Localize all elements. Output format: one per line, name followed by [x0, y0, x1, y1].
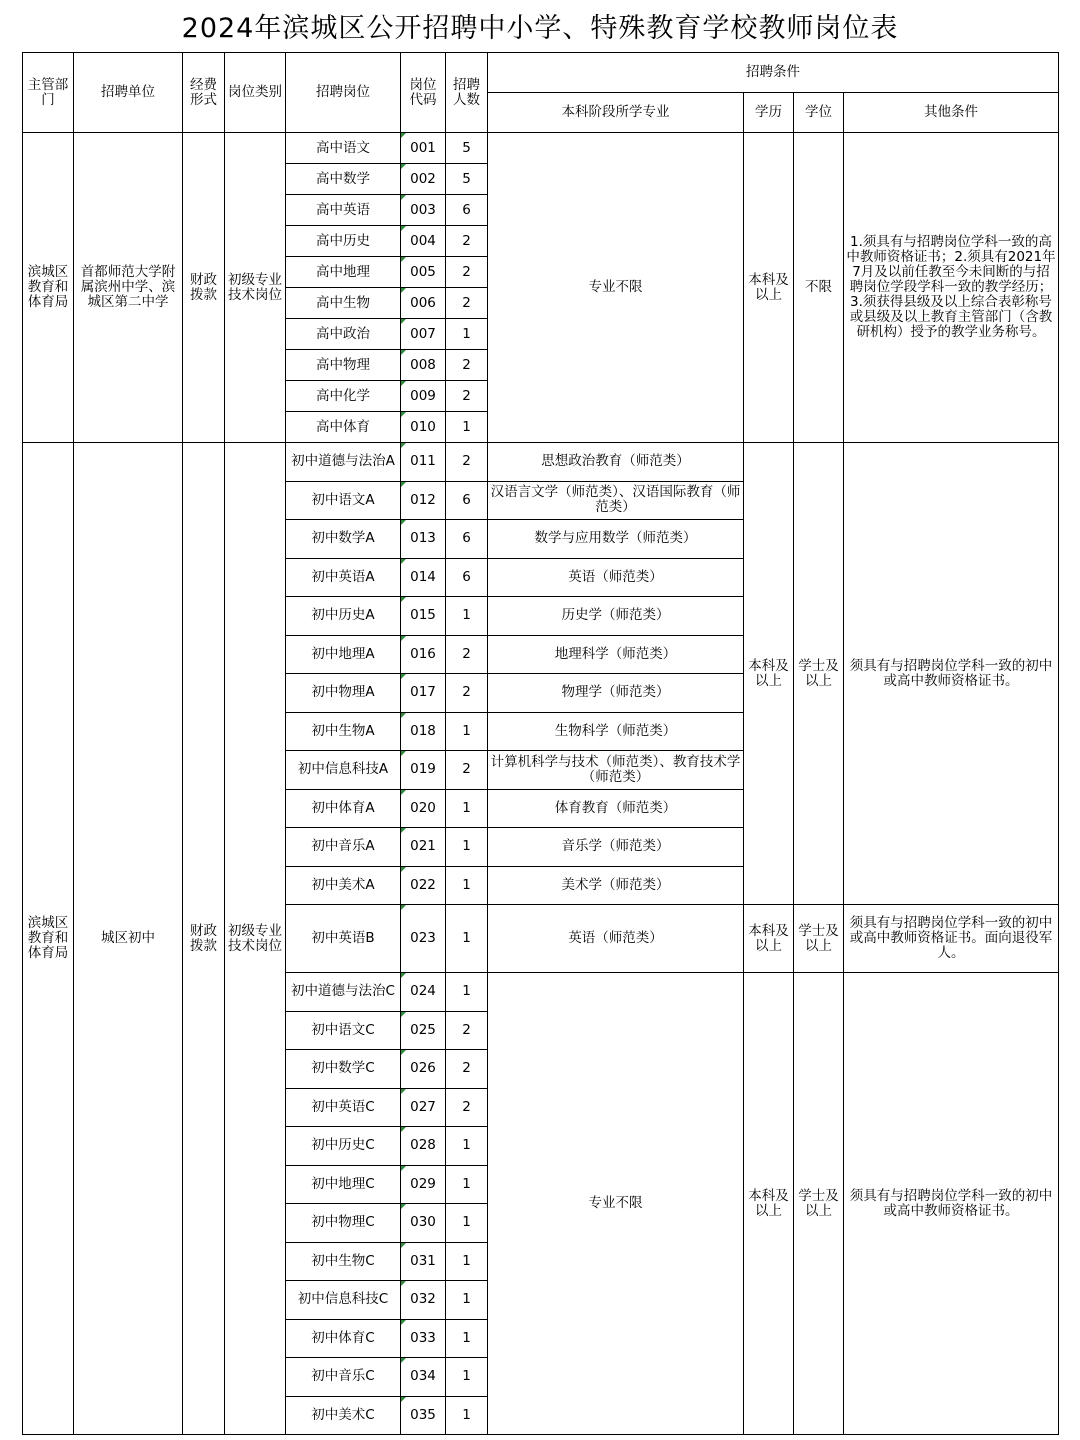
education-cell: 本科及以上 — [744, 443, 794, 905]
count-cell: 2 — [446, 635, 488, 674]
header-position: 招聘岗位 — [286, 53, 401, 133]
position-cell: 初中生物C — [286, 1242, 401, 1281]
count-cell: 1 — [446, 1358, 488, 1397]
count-cell: 1 — [446, 866, 488, 905]
table-row — [23, 443, 1059, 482]
position-cell: 高中语文 — [286, 133, 401, 164]
position-cell: 初中体育A — [286, 789, 401, 828]
position-cell: 初中数学A — [286, 520, 401, 559]
code-cell: 025 — [401, 1011, 446, 1050]
code-cell: 035 — [401, 1396, 446, 1435]
count-cell: 5 — [446, 133, 488, 164]
education-cell: 本科及以上 — [744, 905, 794, 973]
position-cell: 初中信息科技C — [286, 1281, 401, 1320]
position-cell: 初中英语B — [286, 905, 401, 973]
count-cell: 2 — [446, 1088, 488, 1127]
degree-cell: 学士及以上 — [794, 905, 844, 973]
position-cell: 高中化学 — [286, 381, 401, 412]
header-row — [23, 53, 1059, 93]
count-cell: 6 — [446, 481, 488, 520]
code-cell: 009 — [401, 381, 446, 412]
code-cell: 030 — [401, 1204, 446, 1243]
code-cell: 010 — [401, 412, 446, 443]
degree-cell: 学士及以上 — [794, 443, 844, 905]
position-cell: 初中地理C — [286, 1165, 401, 1204]
position-cell: 初中美术A — [286, 866, 401, 905]
major-cell: 英语（师范类） — [488, 558, 744, 597]
header-degree: 学位 — [794, 93, 844, 133]
count-cell: 1 — [446, 319, 488, 350]
funding-cell: 财政拨款 — [183, 443, 225, 1435]
header-education: 学历 — [744, 93, 794, 133]
code-cell: 004 — [401, 226, 446, 257]
major-cell: 美术学（师范类） — [488, 866, 744, 905]
count-cell: 6 — [446, 558, 488, 597]
count-cell: 6 — [446, 520, 488, 559]
count-cell: 2 — [446, 443, 488, 482]
code-cell: 028 — [401, 1127, 446, 1166]
count-cell: 1 — [446, 1396, 488, 1435]
count-cell: 2 — [446, 674, 488, 713]
major-cell: 思想政治教育（师范类） — [488, 443, 744, 482]
position-cell: 高中政治 — [286, 319, 401, 350]
major-cell: 体育教育（师范类） — [488, 789, 744, 828]
code-cell: 013 — [401, 520, 446, 559]
code-cell: 021 — [401, 828, 446, 867]
count-cell: 1 — [446, 973, 488, 1012]
degree-cell: 不限 — [794, 133, 844, 443]
major-cell: 历史学（师范类） — [488, 597, 744, 636]
count-cell: 2 — [446, 1011, 488, 1050]
count-cell: 1 — [446, 1204, 488, 1243]
position-cell: 高中物理 — [286, 350, 401, 381]
education-cell: 本科及以上 — [744, 133, 794, 443]
count-cell: 2 — [446, 1050, 488, 1089]
code-cell: 001 — [401, 133, 446, 164]
position-cell: 初中英语A — [286, 558, 401, 597]
header-code: 岗位代码 — [401, 53, 446, 133]
page-title: 2024年滨城区公开招聘中小学、特殊教育学校教师岗位表 — [181, 12, 899, 44]
code-cell: 019 — [401, 751, 446, 790]
dept-cell: 滨城区教育和体育局 — [23, 443, 74, 1435]
position-cell: 高中体育 — [286, 412, 401, 443]
count-cell: 1 — [446, 597, 488, 636]
count-cell: 1 — [446, 828, 488, 867]
code-cell: 007 — [401, 319, 446, 350]
other-cell: 须具有与招聘岗位学科一致的初中或高中教师资格证书。面向退役军人。 — [844, 905, 1059, 973]
code-cell: 015 — [401, 597, 446, 636]
code-cell: 017 — [401, 674, 446, 713]
position-cell: 高中英语 — [286, 195, 401, 226]
table-body — [23, 53, 1059, 1435]
education-cell: 本科及以上 — [744, 973, 794, 1435]
header-major: 本科阶段所学专业 — [488, 93, 744, 133]
header-other: 其他条件 — [844, 93, 1059, 133]
code-cell: 023 — [401, 905, 446, 973]
unit-cell: 首都师范大学附属滨州中学、滨城区第二中学 — [74, 133, 183, 443]
code-cell: 024 — [401, 973, 446, 1012]
category-cell: 初级专业技术岗位 — [225, 133, 286, 443]
code-cell: 008 — [401, 350, 446, 381]
other-cell: 须具有与招聘岗位学科一致的初中或高中教师资格证书。 — [844, 973, 1059, 1435]
major-cell: 物理学（师范类） — [488, 674, 744, 713]
position-cell: 初中地理A — [286, 635, 401, 674]
position-cell: 初中英语C — [286, 1088, 401, 1127]
position-cell: 初中音乐A — [286, 828, 401, 867]
count-cell: 1 — [446, 1242, 488, 1281]
position-cell: 初中物理C — [286, 1204, 401, 1243]
count-cell: 2 — [446, 381, 488, 412]
count-cell: 2 — [446, 257, 488, 288]
header-count: 招聘人数 — [446, 53, 488, 133]
position-cell: 初中数学C — [286, 1050, 401, 1089]
unit-cell: 城区初中 — [74, 443, 183, 1435]
header-conditions: 招聘条件 — [488, 53, 1059, 93]
code-cell: 020 — [401, 789, 446, 828]
code-cell: 032 — [401, 1281, 446, 1320]
position-cell: 初中历史C — [286, 1127, 401, 1166]
count-cell: 1 — [446, 789, 488, 828]
header-funding: 经费形式 — [183, 53, 225, 133]
count-cell: 1 — [446, 712, 488, 751]
position-cell: 初中语文A — [286, 481, 401, 520]
dept-cell: 滨城区教育和体育局 — [23, 133, 74, 443]
code-cell: 016 — [401, 635, 446, 674]
position-cell: 初中美术C — [286, 1396, 401, 1435]
count-cell: 1 — [446, 1127, 488, 1166]
header-dept: 主管部门 — [23, 53, 74, 133]
count-cell: 2 — [446, 350, 488, 381]
code-cell: 002 — [401, 164, 446, 195]
code-cell: 022 — [401, 866, 446, 905]
code-cell: 005 — [401, 257, 446, 288]
table-row — [23, 133, 1059, 164]
position-cell: 初中道德与法治A — [286, 443, 401, 482]
count-cell: 1 — [446, 1319, 488, 1358]
position-cell: 初中信息科技A — [286, 751, 401, 790]
position-cell: 高中数学 — [286, 164, 401, 195]
other-cell: 1.须具有与招聘岗位学科一致的高中教师资格证书；2.须具有2021年7月及以前任教至今未间断的与招聘岗位学段学科一致的教学经历；3.须获得县级及以上综合表彰称号或县级及以上教育主管部门（含教研机构）授予的教学业务称号。 — [844, 133, 1059, 443]
code-cell: 018 — [401, 712, 446, 751]
major-cell: 汉语言文学（师范类）、汉语国际教育（师范类） — [488, 481, 744, 520]
position-cell: 初中历史A — [286, 597, 401, 636]
major-cell: 专业不限 — [488, 973, 744, 1435]
header-category: 岗位类别 — [225, 53, 286, 133]
position-cell: 初中音乐C — [286, 1358, 401, 1397]
count-cell: 1 — [446, 1165, 488, 1204]
degree-cell: 学士及以上 — [794, 973, 844, 1435]
recruitment-table — [22, 52, 1059, 1435]
code-cell: 006 — [401, 288, 446, 319]
code-cell: 031 — [401, 1242, 446, 1281]
position-cell: 高中历史 — [286, 226, 401, 257]
position-cell: 初中物理A — [286, 674, 401, 713]
count-cell: 1 — [446, 1281, 488, 1320]
code-cell: 003 — [401, 195, 446, 226]
major-cell: 生物科学（师范类） — [488, 712, 744, 751]
count-cell: 6 — [446, 195, 488, 226]
position-cell: 初中生物A — [286, 712, 401, 751]
code-cell: 034 — [401, 1358, 446, 1397]
major-cell: 地理科学（师范类） — [488, 635, 744, 674]
funding-cell: 财政拨款 — [183, 133, 225, 443]
count-cell: 1 — [446, 412, 488, 443]
count-cell: 2 — [446, 751, 488, 790]
count-cell: 1 — [446, 905, 488, 973]
position-cell: 初中体育C — [286, 1319, 401, 1358]
position-cell: 高中生物 — [286, 288, 401, 319]
code-cell: 033 — [401, 1319, 446, 1358]
code-cell: 027 — [401, 1088, 446, 1127]
position-cell: 初中道德与法治C — [286, 973, 401, 1012]
category-cell: 初级专业技术岗位 — [225, 443, 286, 1435]
major-cell: 音乐学（师范类） — [488, 828, 744, 867]
other-cell: 须具有与招聘岗位学科一致的初中或高中教师资格证书。 — [844, 443, 1059, 905]
count-cell: 2 — [446, 226, 488, 257]
code-cell: 014 — [401, 558, 446, 597]
code-cell: 029 — [401, 1165, 446, 1204]
major-cell: 英语（师范类） — [488, 905, 744, 973]
code-cell: 026 — [401, 1050, 446, 1089]
position-cell: 初中语文C — [286, 1011, 401, 1050]
major-cell: 专业不限 — [488, 133, 744, 443]
major-cell: 数学与应用数学（师范类） — [488, 520, 744, 559]
code-cell: 012 — [401, 481, 446, 520]
header-unit: 招聘单位 — [74, 53, 183, 133]
code-cell: 011 — [401, 443, 446, 482]
count-cell: 5 — [446, 164, 488, 195]
count-cell: 2 — [446, 288, 488, 319]
major-cell: 计算机科学与技术（师范类）、教育技术学（师范类） — [488, 751, 744, 790]
position-cell: 高中地理 — [286, 257, 401, 288]
